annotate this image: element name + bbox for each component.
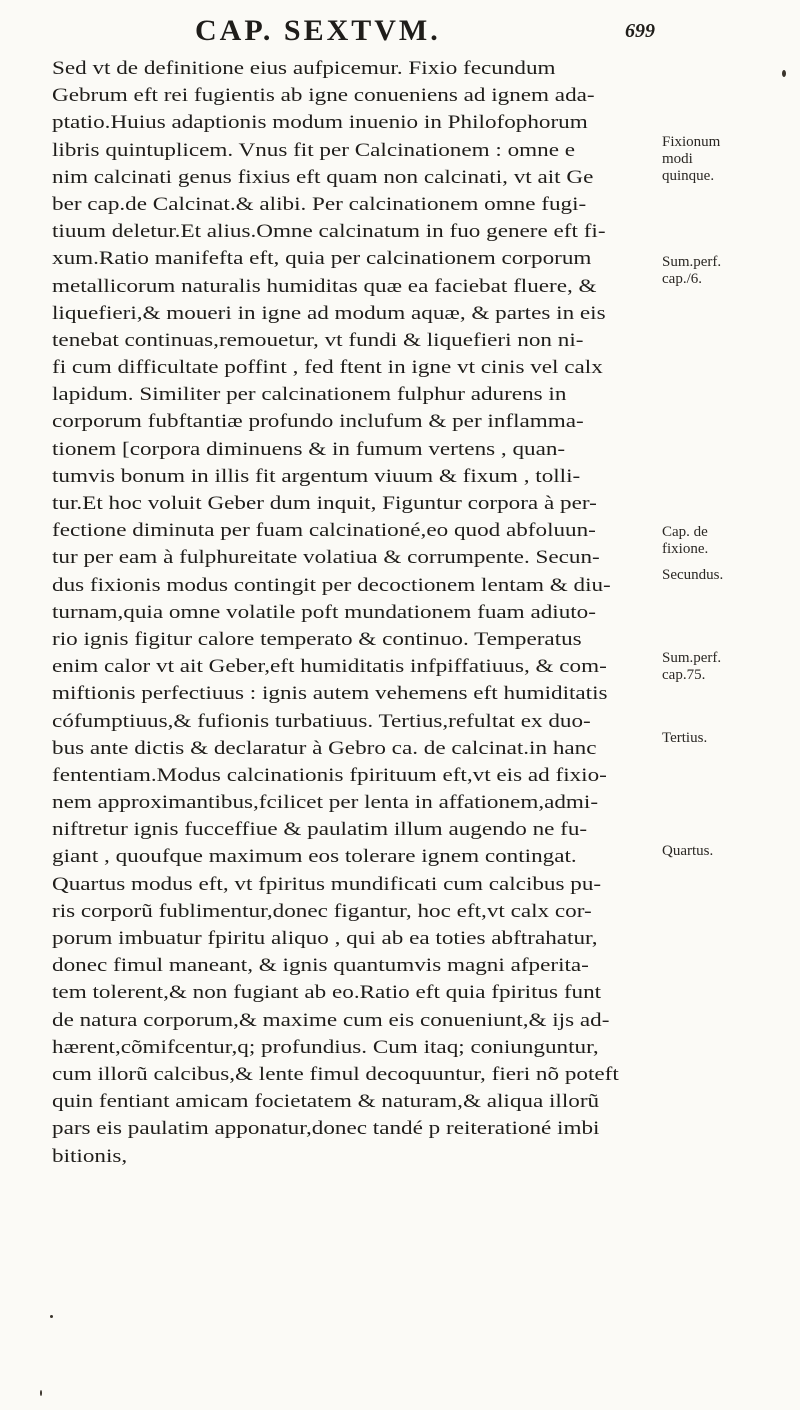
text-line: giant , quoufque maximum eos tolerare ignem contingat. [52,847,577,868]
text-line: libris quintuplicem. Vnus fit per Calcinationem : omne e [52,140,576,161]
text-line: fententiam.Modus calcinationis fpirituum eft,vt eis ad fixio- [52,765,607,786]
margin-note-cap-de-fixione [662,524,708,558]
margin-note-tertius [662,730,707,747]
text-line: ptatio.Huius adaptionis modum inuenio in Philofophorum [52,113,588,134]
text-line: tiuum deletur.Et alius.Omne calcinatum in fuo genere eft fi- [52,222,606,243]
text-line: cum illorũ calcibus,& lente fimul decoquuntur, fieri nõ poteft [52,1064,619,1085]
text-line: xum.Ratio manifefta eft, quia per calcinationem corporum [52,249,592,270]
text-line: tenebat continuas,remouetur, vt fundi & liquefieri non ni- [52,330,584,351]
text-line: Sed vt de definitione eius aufpicemur. Fixio fecundum [52,59,556,79]
margin-note-sum-perf-75 [662,650,721,684]
text-line: nim calcinati genus fixius eft quam non calcinati, vt ait Ge [52,167,594,188]
running-head [0,14,800,54]
margin-note-line: Sum.perf. [662,650,722,666]
margin-note-line: quinque. [662,168,715,184]
text-line: enim calor vt ait Geber,eft humiditatis infpiffatiuus, & com- [52,657,607,678]
margin-note-fixionum-modi [662,134,720,185]
ink-fleck [40,1390,42,1396]
text-line: Quartus modus eft, vt fpiritus mundificati cum calcibus pu- [52,874,602,895]
text-line: fectione diminuta per fuam calcinationé,eo quod abfoluun- [52,521,596,542]
text-line: hærent,cõmifcentur,q; profundius. Cum itaq; coniunguntur, [52,1037,599,1058]
text-line: tionem [corpora diminuens & in fumum vertens , quan- [52,439,566,460]
text-line: cófumptiuus,& fufionis turbatiuus. Tertius,refultat ex duo- [52,711,591,732]
text-line: bus ante dictis & declaratur à Gebro ca. de calcinat.in hanc [52,738,597,759]
margin-note-sum-perf-6 [662,254,721,288]
text-line: rio ignis figitur calore temperato & continuo. Temperatus [52,629,582,650]
margin-note-secundus [662,567,723,584]
text-line: corporum fubftantiæ profundo inclufum & per inflamma- [52,412,584,433]
margin-note-line: modi [662,151,693,167]
text-line: porum imbuatur fpiritu aliquo , qui ab ea toties abftrahatur, [52,929,598,949]
ink-fleck [782,70,786,77]
text-line: donec fimul maneant, & ignis quantumvis magni afperita- [52,956,589,977]
margin-note-line: fixione. [662,541,709,557]
text-line: Gebrum eft rei fugientis ab igne conueniens ad ignem ada- [52,86,595,107]
margin-note-line: Sum.perf. [662,254,722,270]
text-line: lapidum. Similiter per calcinationem fulphur adurens in [52,385,567,406]
text-line: quin fentiant amicam focietatem & naturam,& aliqua illorũ [52,1092,600,1113]
text-line: ber cap.de Calcinat.& alibi. Per calcinationem omne fugi- [52,194,587,215]
text-line: turnam,quia omne volatile poft mundationem fuam adiuto- [52,602,596,623]
text-line: metallicorum naturalis humiditas quæ ea faciebat fluere, & [52,276,597,297]
margin-note-quartus [662,843,713,860]
page-number: 699 [625,20,655,42]
text-line: tumvis bonum in illis fit argentum viuum & fixum , tolli- [52,466,581,487]
chapter-title: CAP. SEXTVM. [195,14,441,47]
text-line: fi cum difficultate poffint , fed ftent in igne vt cinis vel calx [52,358,603,379]
margin-note-line: cap./6. [662,271,702,287]
text-line: tem tolerent,& non fugiant ab eo.Ratio eft quia fpiritus funt [52,983,602,1004]
text-line: bitionis, [52,1146,128,1167]
text-line: nem approximantibus,fcilicet per lenta in affationem,admi- [52,793,599,814]
margin-note-line: Tertius. [662,730,708,746]
text-line: tur.Et hoc voluit Geber dum inquit, Figuntur corpora à per- [52,494,597,514]
body-text [52,56,660,1171]
margin-note-line: Secundus. [662,567,724,583]
margin-note-line: Fixionum [662,134,721,150]
text-line: de natura corporum,& maxime cum eis conueniunt,& ijs ad- [52,1010,610,1031]
text-line: tur per eam à fulphureitate volatiua & corrumpente. Secun- [52,548,600,569]
text-line: dus fixionis modus contingit per decoctionem lentam & diu- [52,575,611,596]
margin-note-line: cap.75. [662,667,706,683]
margin-note-line: Quartus. [662,843,714,859]
text-line: ris corporũ fublimentur,donec figantur, hoc eft,vt calx cor- [52,901,592,922]
text-line: niftretur ignis fucceffiue & paulatim illum augendo ne fu- [52,820,588,841]
text-line: pars eis paulatim apponatur,donec tandé p reiterationé imbi [52,1119,600,1140]
ink-fleck [50,1315,53,1318]
margin-note-line: Cap. de [662,524,708,540]
text-line: miftionis perfectiuus : ignis autem vehemens eft humiditatis [52,684,608,705]
text-line: liquefieri,& moueri in igne ad modum aquæ, & partes in eis [52,303,606,324]
